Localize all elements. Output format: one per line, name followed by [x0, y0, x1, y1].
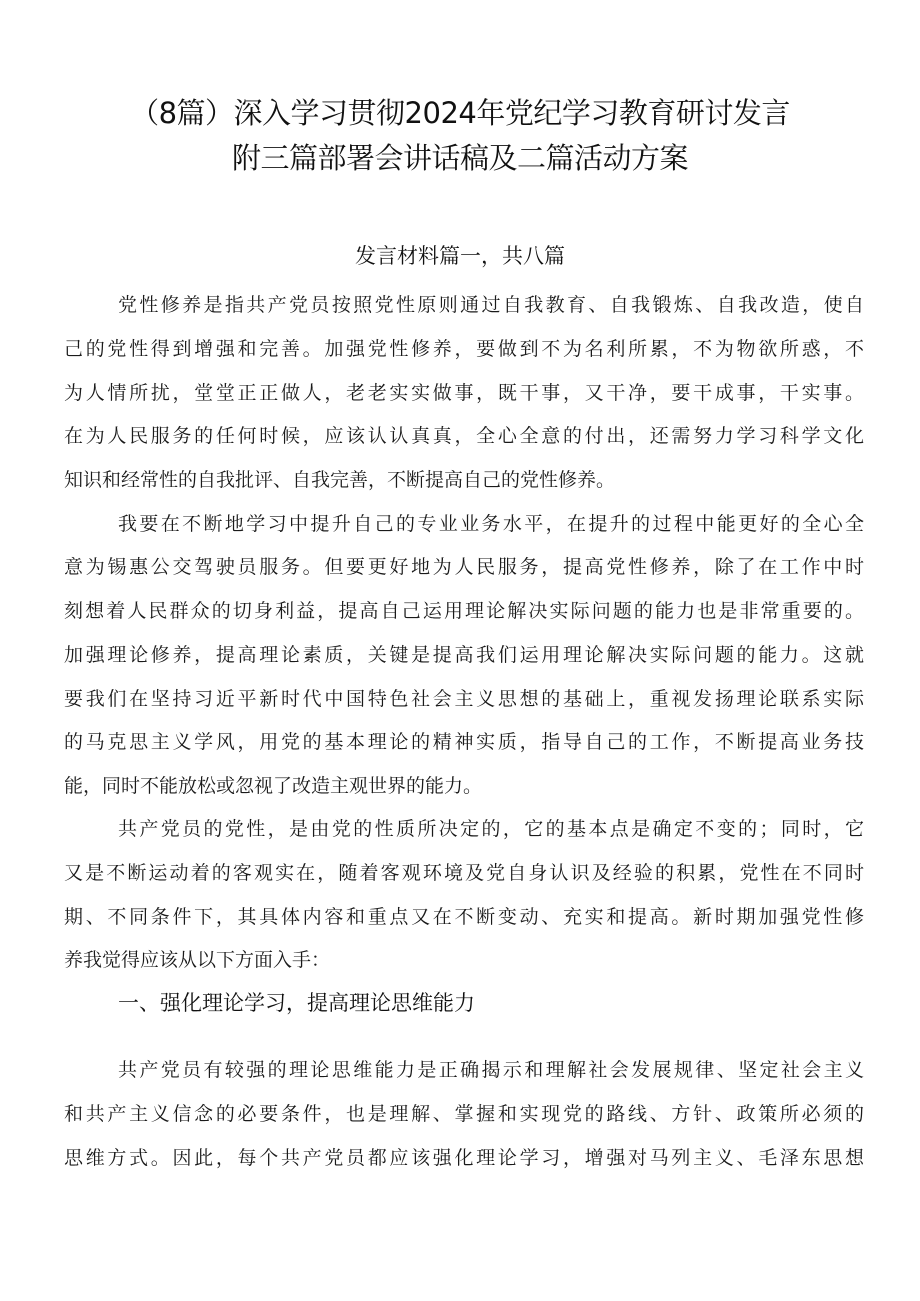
paragraph-3-line: 养我觉得应该从以下方面入手： [64, 949, 331, 971]
section-subtitle: 发言材料篇一，共八篇 [355, 244, 565, 268]
paragraph-4-line: 思维方式。因此，每个共产党员都应该强化理论学习，增强对马列主义、毛泽东思想 [64, 1147, 864, 1169]
section-heading-1: 一、强化理论学习，提高理论思维能力 [118, 991, 475, 1015]
paragraph-3-line: 又是不断运动着的客观实在，随着客观环境及党自身认识及经验的积累，党性在不同时 [64, 862, 864, 884]
paragraph-2-line: 的马克思主义学风，用党的基本理论的精神实质，指导自己的工作，不断提高业务技 [64, 731, 864, 753]
paragraph-1-line: 党性修养是指共产党员按照党性原则通过自我教育、自我锻炼、自我改造，使自 [118, 294, 864, 316]
paragraph-3-line: 共产党员的党性，是由党的性质所决定的，它的基本点是确定不变的；同时，它 [118, 818, 864, 840]
paragraph-2-line: 意为锡惠公交驾驶员服务。但要更好地为人民服务，提高党性修养，除了在工作中时 [64, 556, 864, 578]
paragraph-1-line: 己的党性得到增强和完善。加强党性修养，要做到不为名利所累，不为物欲所惑，不 [64, 338, 864, 360]
paragraph-2-line: 要我们在坚持习近平新时代中国特色社会主义思想的基础上，重视发扬理论联系实际 [64, 688, 864, 710]
paragraph-2-line: 我要在不断地学习中提升自己的专业业务水平，在提升的过程中能更好的全心全 [118, 513, 864, 535]
paragraph-2-line: 刻想着人民群众的切身利益，提高自己运用理论解决实际问题的能力也是非常重要的。 [64, 600, 864, 622]
paragraph-1-line: 在为人民服务的任何时候，应该认认真真，全心全意的付出，还需努力学习科学文化 [64, 425, 864, 447]
paragraph-2-line: 加强理论修养，提高理论素质，关键是提高我们运用理论解决实际问题的能力。这就 [64, 644, 864, 666]
paragraph-1-line: 知识和经常性的自我批评、自我完善，不断提高自己的党性修养。 [64, 469, 616, 491]
paragraph-2-line: 能，同时不能放松或忽视了改造主观世界的能力。 [64, 775, 483, 797]
paragraph-3-line: 期、不同条件下，其具体内容和重点又在不断变动、充实和提高。新时期加强党性修 [64, 906, 864, 928]
paragraph-1-line: 为人情所扰，堂堂正正做人，老老实实做事，既干事，又干净，要干成事，干实事。 [64, 382, 864, 404]
document-title-line1: （8篇）深入学习贯彻2024年党纪学习教育研讨发言 [130, 96, 790, 130]
paragraph-4-line: 和共产主义信念的必要条件，也是理解、掌握和实现党的路线、方针、政策所必须的 [64, 1103, 864, 1125]
document-title-line2: 附三篇部署会讲话稿及二篇活动方案 [231, 141, 688, 175]
paragraph-4-line: 共产党员有较强的理论思维能力是正确揭示和理解社会发展规律、坚定社会主义 [118, 1059, 864, 1081]
